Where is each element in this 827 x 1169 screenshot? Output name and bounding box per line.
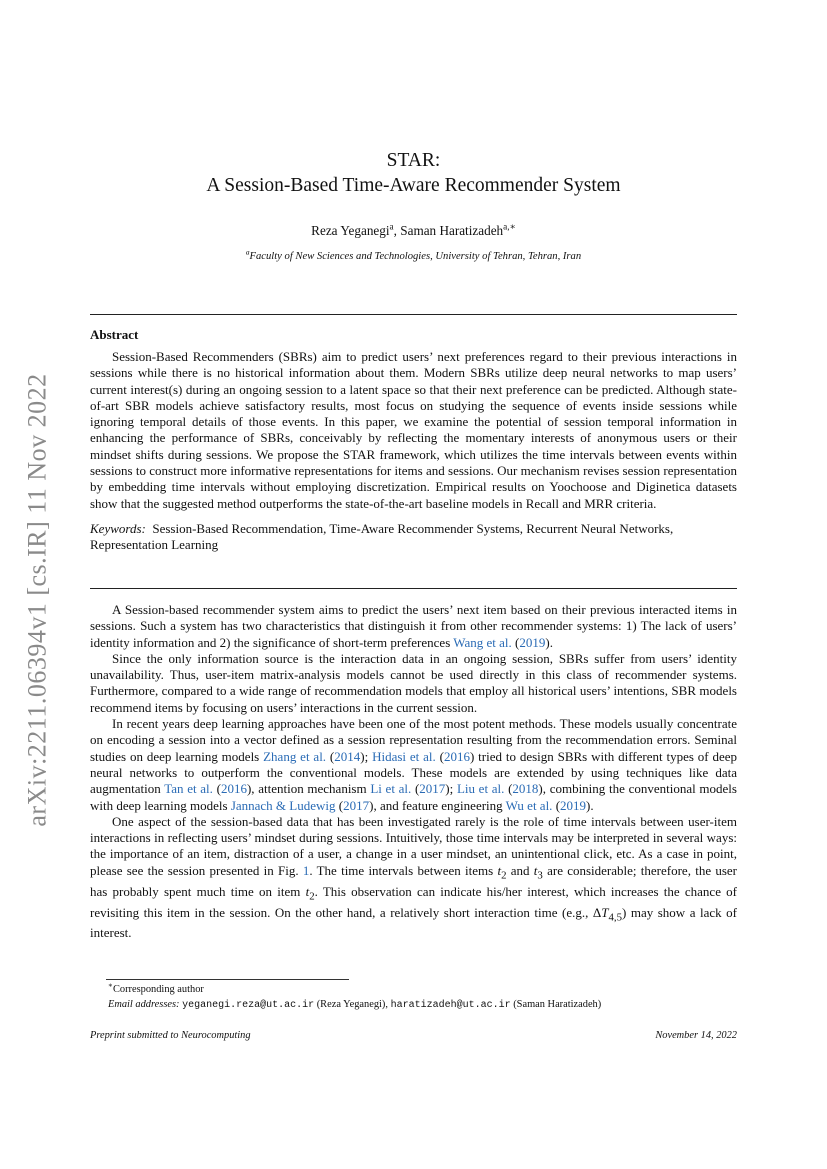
author-affil-mark: a,∗ bbox=[503, 221, 516, 232]
text-run: ( bbox=[335, 797, 344, 813]
paper-title bbox=[90, 148, 737, 198]
text-run: ). bbox=[586, 797, 594, 813]
citation-year-link[interactable]: 2019 bbox=[519, 634, 546, 650]
citation-year-link[interactable]: 2016 bbox=[443, 748, 470, 764]
email-owner: (Saman Haratizadeh) bbox=[510, 998, 602, 1010]
body-text bbox=[90, 602, 737, 942]
text-run: One aspect of the session-based data that has been investigated rarely is the role of time intervals between user-item interactions in reflecting users’ mindset during sessions. Intuitively, those time intervals may be interpreted in several ways: the importance of an item, distraction of a user, a change in a user mindset, an unintentional click, etc. As a case in point, please see the session presented in Fig. bbox=[90, 813, 737, 878]
keywords-text: Session-Based Recommendation, Time-Aware Recommender Systems, Recurrent Neural Networks, Representation Learning bbox=[90, 520, 674, 553]
footer-preprint-note: Preprint submitted to Neurocomputing bbox=[90, 1030, 251, 1041]
math-subscript: 2 bbox=[501, 869, 507, 882]
title-line-1: STAR: bbox=[386, 150, 441, 171]
text-run: ( bbox=[504, 781, 513, 797]
footer-date: November 14, 2022 bbox=[655, 1030, 737, 1041]
author-separator: , bbox=[393, 223, 401, 238]
citation-link[interactable]: Hidasi et al. bbox=[372, 748, 436, 764]
footnote-mark: ∗ bbox=[108, 981, 113, 990]
text-run: . The time intervals between items bbox=[309, 862, 498, 878]
text-run: ); bbox=[445, 781, 457, 797]
citation-year-link[interactable]: 2017 bbox=[343, 797, 370, 813]
text-run: ), attention mechanism bbox=[246, 781, 371, 797]
abstract-section bbox=[90, 327, 737, 554]
footnote-rule bbox=[106, 979, 349, 980]
arxiv-side-stamp bbox=[8, 340, 68, 860]
text-run: ( bbox=[212, 781, 221, 797]
body-paragraph: Since the only information source is the interaction data in an ongoing session, SBRs suffer from users’ identity unavailability. Thus, user-item matrix-analysis models cannot be used directly in this class of recommender systems. Furthermore, compared to a wide range of recommendation models that employ all historical users’ intentions, SBR models recommend items by focusing on users’ interactions in the current session. bbox=[90, 650, 737, 715]
affiliation bbox=[90, 247, 737, 262]
text-run: are considerable; therefore, the user has probably spent much time on item bbox=[90, 862, 737, 899]
text-run: ), combining the conventional models with deep learning models bbox=[90, 781, 737, 813]
citation-year-link[interactable]: 2016 bbox=[220, 781, 247, 797]
figure-reference-link[interactable]: 1 bbox=[302, 862, 310, 878]
text-run: A Session-based recommender system aims to predict the users’ next item based on their previous interacted items in sessions. Such a system has two characteristics that distinguish it from other recommender systems: 1) The lack of users’ identity information and 2) the significance of short-term preferences bbox=[90, 602, 737, 650]
abstract-top-rule bbox=[90, 314, 737, 315]
citation-year-link[interactable]: 2018 bbox=[512, 781, 539, 797]
text-run: ( bbox=[511, 634, 520, 650]
footnotes bbox=[108, 983, 748, 1013]
email-link[interactable]: haratizadeh@ut.ac.ir bbox=[390, 999, 511, 1011]
text-run: and bbox=[506, 862, 534, 878]
text-run: ( bbox=[326, 748, 335, 764]
affiliation-text: Faculty of New Sciences and Technologies, University of Tehran, Tehran, Iran bbox=[249, 251, 582, 262]
citation-link[interactable]: Jannach & Ludewig bbox=[230, 797, 336, 813]
author-name: Reza Yeganegi bbox=[311, 223, 390, 238]
abstract-text: Session-Based Recommenders (SBRs) aim to predict users’ next preferences regard to their previous interactions in sessions while there is no historical information about them. Modern SBRs utilize deep neural networks to map users’ current interest(s) during an ongoing session to a latent space so that their next preference can be predicted. Although state-of-art SBR models achieve satisfactory results, most focus on studying the sequence of events inside sessions while ignoring temporal details of those events. In this paper, we examine the potential of session temporal information in enhancing the performance of SBRs, conceivably by reflecting the momentary interests of anonymous users or their mindset shifts during sessions. We propose the STAR framework, which utilizes the time intervals between events within sessions to construct more informative representations for items and sessions. Our mechanism revises session representation by embedding time intervals without employing discretization. Empirical results on Yoochoose and Diginetica datasets show that the suggested method outperforms the state-of-the-art baseline models in Recall and MRR criteria. bbox=[90, 349, 737, 511]
text-run: ( bbox=[435, 748, 444, 764]
keywords bbox=[90, 521, 737, 554]
title-line-2: A Session-Based Time-Aware Recommender System bbox=[206, 175, 621, 196]
math-symbol: t bbox=[305, 883, 310, 899]
math-symbol: T bbox=[601, 904, 609, 920]
citation-link[interactable]: Zhang et al. bbox=[263, 748, 327, 764]
corresponding-author-note bbox=[108, 983, 748, 998]
citation-year-link[interactable]: 2019 bbox=[560, 797, 587, 813]
page-footer bbox=[90, 1030, 737, 1041]
affiliation-mark: a bbox=[245, 247, 250, 257]
text-run: ( bbox=[552, 797, 561, 813]
citation-year-link[interactable]: 2017 bbox=[419, 781, 446, 797]
citation-link[interactable]: Tan et al. bbox=[164, 781, 213, 797]
math-subscript: 3 bbox=[537, 869, 543, 882]
text-run: In recent years deep learning approaches have been one of the most potent methods. These models usually concentrate on encoding a session into a vector defined as a session representation resulting from the recommendation errors. Seminal studies on deep learning models bbox=[90, 716, 737, 764]
text-run: . This observation can indicate his/her interest, which increases the chance of revisiting this item in the session. On the other hand, a relatively short interaction time (e.g., Δ bbox=[90, 883, 737, 920]
math-subscript: 2 bbox=[309, 890, 315, 903]
body-paragraph bbox=[90, 602, 737, 651]
citation-link[interactable]: Wang et al. bbox=[453, 634, 512, 650]
text-run: ); bbox=[360, 748, 373, 764]
citation-year-link[interactable]: 2014 bbox=[334, 748, 361, 764]
body-paragraph bbox=[90, 716, 737, 814]
text-run: ) tried to design SBRs with different types of deep neural networks to outperform the conventional models. These models are extended by using techniques like data augmentation bbox=[90, 748, 737, 797]
math-symbol: t bbox=[533, 862, 538, 878]
footnote-text: Corresponding author bbox=[112, 984, 204, 995]
email-label: Email addresses: bbox=[108, 998, 180, 1010]
text-run: ). bbox=[545, 634, 553, 650]
email-owner: (Reza Yeganegi), bbox=[314, 998, 391, 1010]
email-link[interactable]: yeganegi.reza@ut.ac.ir bbox=[182, 999, 315, 1011]
abstract-bottom-rule bbox=[90, 588, 737, 589]
author-name: Saman Haratizadeh bbox=[400, 223, 504, 238]
abstract-heading: Abstract bbox=[90, 327, 139, 342]
keywords-label: Keywords: bbox=[90, 520, 146, 536]
math-symbol: t bbox=[497, 862, 502, 878]
math-subscript: 4,5 bbox=[608, 911, 623, 924]
author-affil-mark: a bbox=[389, 221, 394, 232]
citation-link[interactable]: Li et al. bbox=[370, 781, 412, 797]
email-addresses bbox=[108, 998, 748, 1014]
text-run: ( bbox=[411, 781, 420, 797]
author-list bbox=[90, 223, 737, 239]
citation-link[interactable]: Liu et al. bbox=[456, 781, 505, 797]
text-run: ), and feature engineering bbox=[369, 797, 506, 813]
body-paragraph bbox=[90, 814, 737, 942]
text-run: ) may show a lack of interest. bbox=[90, 904, 737, 941]
arxiv-identifier: arXiv:2211.06394v1 [cs.IR] 11 Nov 2022 bbox=[23, 373, 52, 827]
citation-link[interactable]: Wu et al. bbox=[505, 797, 553, 813]
